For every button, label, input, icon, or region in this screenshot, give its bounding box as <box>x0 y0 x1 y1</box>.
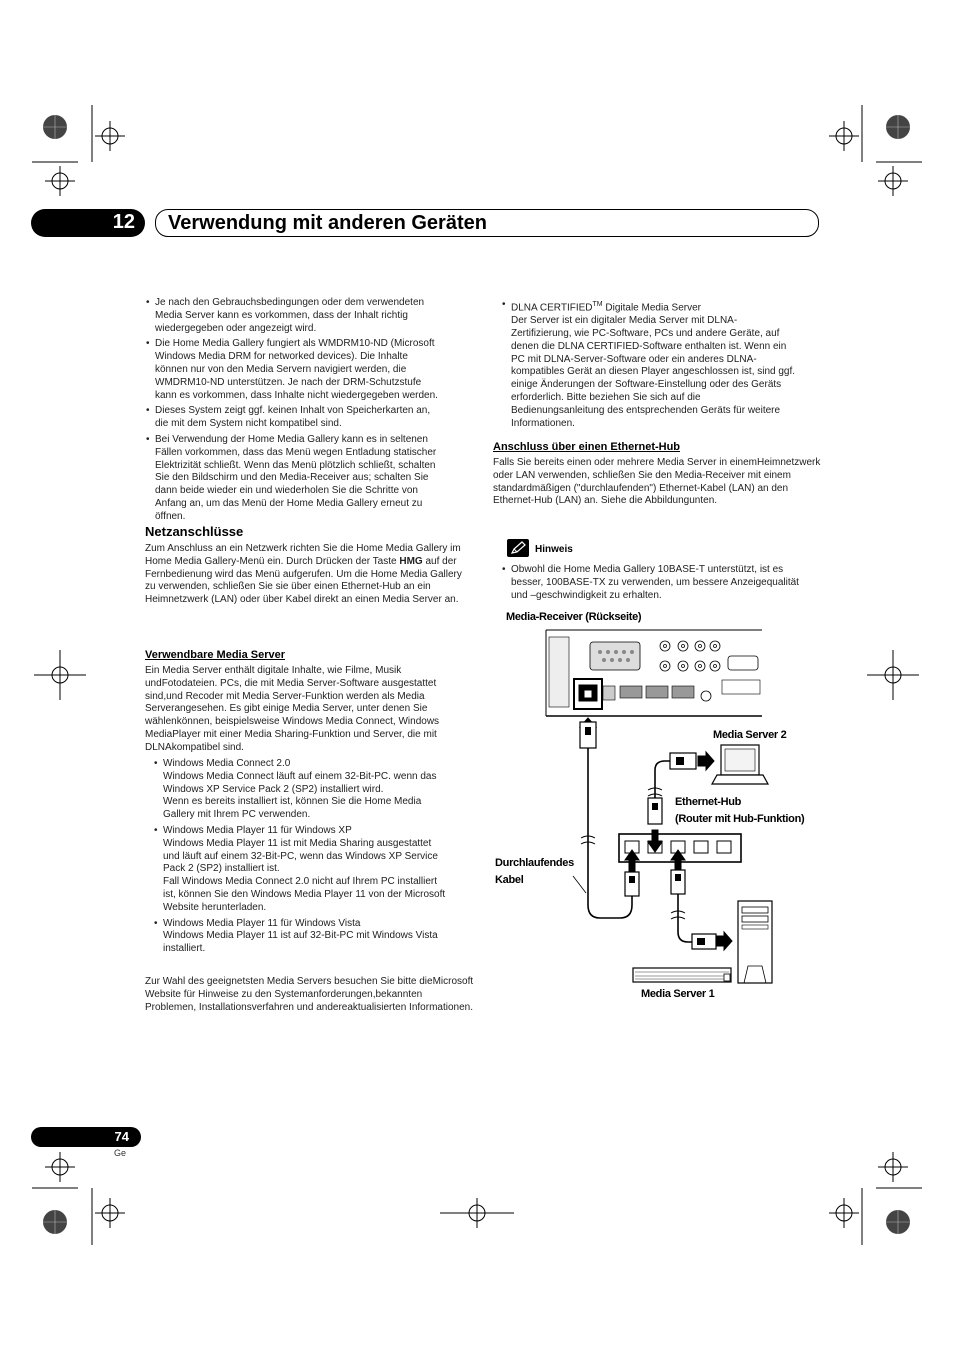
router-label: (Router mit Hub-Funktion) <box>675 813 805 825</box>
list-item <box>137 434 477 524</box>
text-line: die mit dem System nicht kompatibel sind. <box>155 418 342 430</box>
text-line: Gallery im Home Media Gallery-Menü ein. Durch Drücken der Taste <box>145 543 461 567</box>
text-line: Fällen vorkommen, dass das Menü wegen Entladung statischer <box>155 446 437 458</box>
text-line: Receiver mit einem standardmäßigen ("durchlaufenden") Ethernet- <box>493 469 791 494</box>
text-line: Der Server ist ein digitaler Media Server mit DLNA- <box>511 315 738 327</box>
list-item <box>145 825 477 915</box>
text-line: Zum Anschluss an ein Netzwerk richten Sie die Home Media <box>145 543 413 554</box>
page-number: 74 <box>114 1129 129 1144</box>
text-line: Ein Media Server enthält digitale Inhalte, wie Filme, Musik und <box>145 665 402 689</box>
cable-label-line2: Kabel <box>495 874 524 886</box>
dlna-bullet <box>493 299 823 433</box>
network-connection-diagram <box>540 625 830 995</box>
text-line: wiedergegeben oder angezeigt wird. <box>155 322 317 334</box>
netzanschluesse-heading: Netzanschlüsse <box>145 524 244 539</box>
text-line: bekannten Problemen, Installationsverfahren und andere <box>145 988 423 1013</box>
ethernet-hub-label: Ethernet-Hub <box>675 796 742 808</box>
text-line: Windows Media DRM for networked devices). Die Inhalte <box>155 351 408 363</box>
text-line: Wenn es bereits installiert ist, können Sie die Home Media <box>163 796 422 808</box>
text-line: Anfang an, um das Menü der Home Media Gallery erneut zu <box>155 497 423 509</box>
text-line: können nur von den Media Servern navigiert werden, die <box>155 363 407 375</box>
text-line: Sie den Bildschirm und den Media-Receiver aus; schalten Sie <box>155 472 429 484</box>
dlna-title: DLNA CERTIFIED <box>511 302 593 314</box>
text-line: angesehen. Es gibt einige Media Server, unter denen Sie wählen <box>145 703 428 728</box>
text-line: Zur Wahl des geeignetsten Media Servers besuchen Sie bitte die <box>145 976 433 987</box>
verwendbare-media-server-heading: Verwendbare Media Server <box>145 649 286 661</box>
text-line: unten. <box>689 495 718 507</box>
chapter-title: Verwendung mit anderen Geräten <box>168 212 487 234</box>
note-bullet <box>493 564 823 605</box>
text-line: und Recoder mit Media Server-Funktion werden als Media Server <box>145 690 425 715</box>
text-line: Windows XP Service Pack 2 (SP2) installiert wird. <box>163 783 384 795</box>
text-line: • Bei Verwendung der Home Media Gallery kann es in seltenen <box>155 433 428 445</box>
text-line: Website herunterladen. <box>163 901 267 913</box>
language-code: Ge <box>114 1148 127 1158</box>
server-list <box>145 758 477 959</box>
text-line: denen die DLNA CERTIFIED-Software enthalten ist. Wenn ein <box>511 340 787 352</box>
text-line: auf der Fernbedienung wird das Menü aufgerufen. Um die <box>145 555 457 580</box>
dlna-title-rest: Digitale Media Server <box>602 302 701 314</box>
text-line: einige Änderungen der Software-Einstellung oder des Geräts <box>511 379 782 391</box>
text-line: dann beide wieder ein und wiederholen Sie die Schritte von <box>155 485 418 497</box>
text-line: • Windows Media Connect 2.0 <box>163 758 291 769</box>
text-line: ist, können Sie den Windows Media Player 11 von der Microsoft <box>163 888 446 900</box>
receiver-plug <box>580 718 632 918</box>
closing-text <box>145 976 475 1014</box>
verwendbare-media-server-text <box>145 665 475 755</box>
receiver-rear-panel <box>546 630 762 716</box>
text-line: Microsoft Website für Hinweise zu den Systemanforderungen, <box>145 976 474 1000</box>
list-item <box>145 918 477 956</box>
text-line: Home Media Gallery zu verwenden, schließen Sie sie über einen <box>145 568 462 593</box>
text-line: Zertifizierung, wie PC-Software, PCs und andere Geräte, auf <box>511 327 780 339</box>
ethernet-hub-text <box>493 457 823 508</box>
chapter-number-badge <box>31 209 145 237</box>
text-line: erforderlich. Bitte beziehen Sie sich auf die <box>511 391 701 403</box>
note-title: Hinweis <box>535 544 573 555</box>
list-item <box>493 564 823 602</box>
text-line: öffnen. <box>155 510 186 522</box>
text-line: Fotodateien. PCs, die mit Media Server-Software ausgestattet sind, <box>145 677 437 702</box>
text-line: PC mit DLNA-Server-Software oder ein anderes DLNA- <box>511 353 757 365</box>
text-line: • Windows Media Player 11 für Windows Vista <box>163 917 361 929</box>
laptop-icon <box>712 745 768 784</box>
text-line: Informationen. <box>511 417 575 429</box>
text-line: und läuft auf einem 32-Bit-PC, wenn das Windows XP Service <box>163 850 438 862</box>
text-line: aktualisierten Informationen. <box>347 1001 473 1013</box>
text-line: • Windows Media Player 11 für Windows XP <box>163 824 352 836</box>
text-line: installiert. <box>163 943 206 955</box>
desktop-pc-icon <box>738 901 772 983</box>
chapter-number: 12 <box>112 211 135 233</box>
chapter-title-bar <box>155 209 819 237</box>
text-line: Gallery mit Ihrem PC verwenden. <box>163 809 311 821</box>
text-line: Ethernet-Hub an ein Heimnetzwerk (LAN) oder über Kabel direkt an <box>145 581 431 606</box>
left-top-bullets <box>137 297 477 527</box>
text-line: Media Server kann es vorkommen, dass der Inhalt richtig <box>155 309 408 321</box>
list-item <box>145 758 477 822</box>
text-line: • Obwohl die Home Media Gallery 10BASE-T unterstützt, ist es <box>511 564 784 575</box>
receiver-label: Media-Receiver (Rückseite) <box>506 611 642 623</box>
text-line: Pack 2 (SP2) installiert ist. <box>163 863 280 875</box>
text-line: können, beispielsweise Windows Media Connect, Windows Media <box>145 716 440 740</box>
text-line: Falls Sie bereits einen oder mehrere Media Server in einem <box>493 457 758 468</box>
trademark: TM <box>592 301 603 308</box>
note-pencil-icon <box>507 539 529 557</box>
text-line: Kabel (LAN) an den Ethernet-Hub (LAN) an. Siehe die Abbildung <box>493 482 789 507</box>
list-item <box>137 297 477 335</box>
list-item <box>493 299 823 430</box>
text-line: Fall Windows Media Connect 2.0 nicht auf Ihrem PC installiert <box>163 876 438 888</box>
media-server-1-label: Media Server 1 <box>641 988 715 1000</box>
hmg-button-name: HMG <box>399 555 423 567</box>
list-item <box>137 338 477 402</box>
text-line: • Die Home Media Gallery fungiert als WMDRM10-ND (Microsoft <box>155 338 435 350</box>
keyboard-icon <box>633 968 731 982</box>
text-line: Bedienungsanleitung des entsprechenden Geräts für weitere <box>511 404 781 416</box>
media-server-2-label: Media Server 2 <box>713 729 787 741</box>
text-line: • Je nach den Gebrauchsbedingungen oder dem verwendeten <box>155 297 425 308</box>
text-line: Heimnetzwerk oder LAN verwenden, schließen Sie den Media- <box>493 457 821 481</box>
text-line: kompatibel sind. <box>171 741 244 753</box>
text-line: besser, 100BASE-TX zu verwenden, um bessere Anzeigequalität <box>511 576 799 588</box>
ethernet-hub-heading: Anschluss über einen Ethernet-Hub <box>493 441 681 453</box>
cable-label-line1: Durchlaufendes <box>495 857 574 869</box>
text-line: kompatibles Gerät an diesen Player angeschlossen ist, sind ggf. <box>511 366 796 378</box>
text-line: kann es vorkommen, dass Inhalte nicht wiedergegeben werden. <box>155 389 438 401</box>
text-line: Player mit einer Media Sharing-Funktion und Server, die mit DLNA <box>145 728 437 753</box>
text-line: • Dieses System zeigt ggf. keinen Inhalt von Speicherkarten an, <box>155 405 431 417</box>
text-line: WMDRM10-ND unterstützen. Je nach der DRM-Schutzstufe <box>155 376 422 388</box>
netzanschluesse-text <box>145 543 475 607</box>
text-line: und –geschwindigkeit zu erhalten. <box>511 589 662 601</box>
list-item <box>137 405 477 431</box>
text-line: Windows Media Connect läuft auf einem 32-Bit-PC. wenn das <box>163 770 437 782</box>
text-line: Windows Media Player 11 ist auf 32-Bit-PC mit Windows Vista <box>163 930 438 942</box>
text-line: einen Media Server an. <box>355 594 459 606</box>
page-number-badge <box>31 1127 141 1147</box>
text-line: Elektrizität schließt. Wenn das Menü plötzlich schließt, schalten <box>155 459 436 471</box>
text-line: Windows Media Player 11 ist mit Media Sharing ausgestattet <box>163 837 432 849</box>
